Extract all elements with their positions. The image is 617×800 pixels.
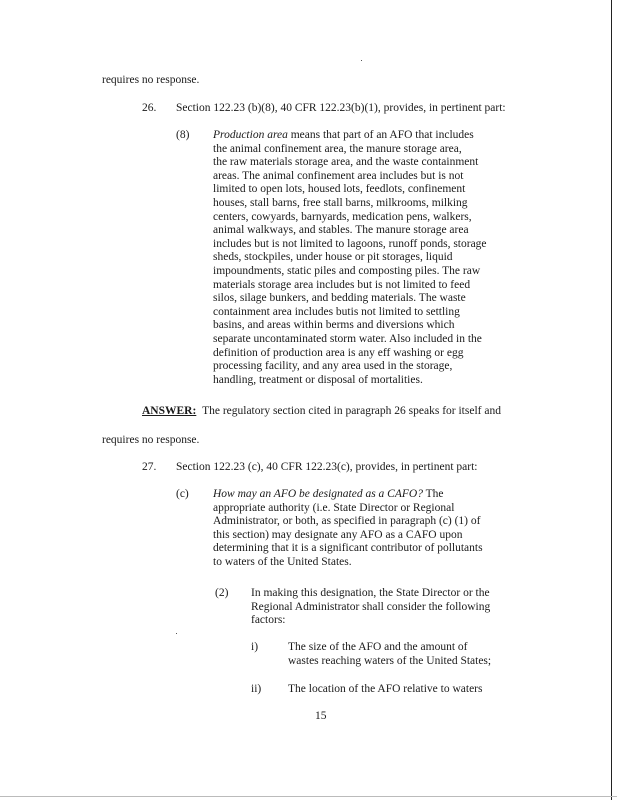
continuation-text: requires no response. — [102, 74, 200, 86]
paragraph-26-heading: Section 122.23 (b)(8), 40 CFR 122.23(b)(1), provides, in pertinent part: — [176, 102, 506, 114]
item-label-i: i) — [251, 641, 259, 653]
designation-line: this section) may designate any AFO as a CAFO upon — [213, 528, 463, 541]
item-ii-line: The location of the AFO relative to waters — [288, 683, 483, 695]
definition-first-line — [213, 129, 487, 143]
definition-first-line-rest: means that part of an AFO that includes — [287, 129, 474, 141]
definition-line: sheds, stockpiles, under house or pit storages, liquid — [213, 251, 453, 264]
scan-speck — [176, 633, 177, 634]
paragraph-number-27: 27. — [142, 461, 157, 473]
page-border-right — [611, 0, 612, 800]
definition-line: separate uncontaminated storm water. Also included in the — [213, 332, 482, 345]
definition-line: the animal confinement area, the manure storage area, — [213, 142, 462, 155]
page-number: 15 — [315, 710, 327, 722]
item-i-line: wastes reaching waters of the United States; — [288, 654, 492, 667]
paragraph-number-26: 26. — [142, 102, 157, 114]
definition-line: basins, and areas within berms and diversions which — [213, 319, 455, 332]
definition-line: processing facility, and any area used in the storage, — [213, 360, 453, 373]
defined-term: Production area — [213, 129, 288, 141]
definition-line: the raw materials storage area, and the waste containment — [213, 156, 479, 169]
designation-first-line — [213, 488, 483, 502]
definition-line: materials storage area includes but is not limited to feed — [213, 278, 471, 291]
designation-first-line-rest: The — [422, 488, 444, 500]
item-2-text — [251, 587, 490, 628]
definition-line: limited to open lots, housed lots, feedlots, confinement — [213, 183, 466, 196]
cafo-designation-text — [213, 488, 483, 570]
definition-line: definition of production area is any eff washing or egg — [213, 346, 464, 359]
definition-line: silos, silage bunkers, and bedding materials. The waste — [213, 292, 466, 305]
definition-line: animal walkways, and stables. The manure storage area — [213, 224, 469, 237]
production-area-definition — [213, 129, 487, 387]
designation-line: Administrator, or both, as specified in paragraph (c) (1) of — [213, 515, 481, 528]
item-i-line: The size of the AFO and the amount of — [288, 641, 468, 653]
designation-line: appropriate authority (i.e. State Director or Regional — [213, 501, 455, 514]
item-ii-text — [288, 683, 482, 697]
definition-line: centers, cowyards, barnyards, medication pens, walkers, — [213, 210, 472, 223]
answer-label: ANSWER: — [142, 405, 197, 417]
answer-paragraph — [142, 405, 501, 419]
item-label-2: (2) — [215, 587, 229, 599]
designation-question: How may an AFO be designated as a CAFO? — [213, 488, 423, 500]
subsection-label-8: (8) — [176, 129, 190, 141]
designation-line: to waters of the United States. — [213, 555, 352, 568]
definition-line: includes but is not limited to lagoons, runoff ponds, storage — [213, 237, 487, 250]
item-label-ii: ii) — [251, 683, 262, 695]
answer-text: The regulatory section cited in paragraph 26 speaks for itself and — [202, 405, 501, 417]
definition-line: areas. The animal confinement area includes but is not — [213, 169, 464, 182]
scan-speck — [361, 60, 362, 61]
definition-line: impoundments, static piles and composting piles. The raw — [213, 264, 481, 277]
subsection-label-c: (c) — [176, 488, 189, 500]
answer-continuation: requires no response. — [102, 434, 200, 446]
definition-line: handling, treatment or disposal of mortalities. — [213, 373, 423, 386]
item-2-line: In making this designation, the State Director or the — [251, 587, 490, 599]
paragraph-27-heading: Section 122.23 (c), 40 CFR 122.23(c), provides, in pertinent part: — [176, 461, 478, 473]
definition-line: houses, stall barns, free stall barns, milkrooms, milking — [213, 196, 468, 209]
designation-line: determining that it is a significant contributor of pollutants — [213, 542, 483, 555]
item-2-line: Regional Administrator shall consider the following — [251, 600, 491, 613]
item-2-line: factors: — [251, 614, 286, 627]
definition-line: containment area includes butis not limited to settling — [213, 305, 460, 318]
page-border-bottom — [0, 796, 617, 797]
item-i-text — [288, 641, 491, 668]
